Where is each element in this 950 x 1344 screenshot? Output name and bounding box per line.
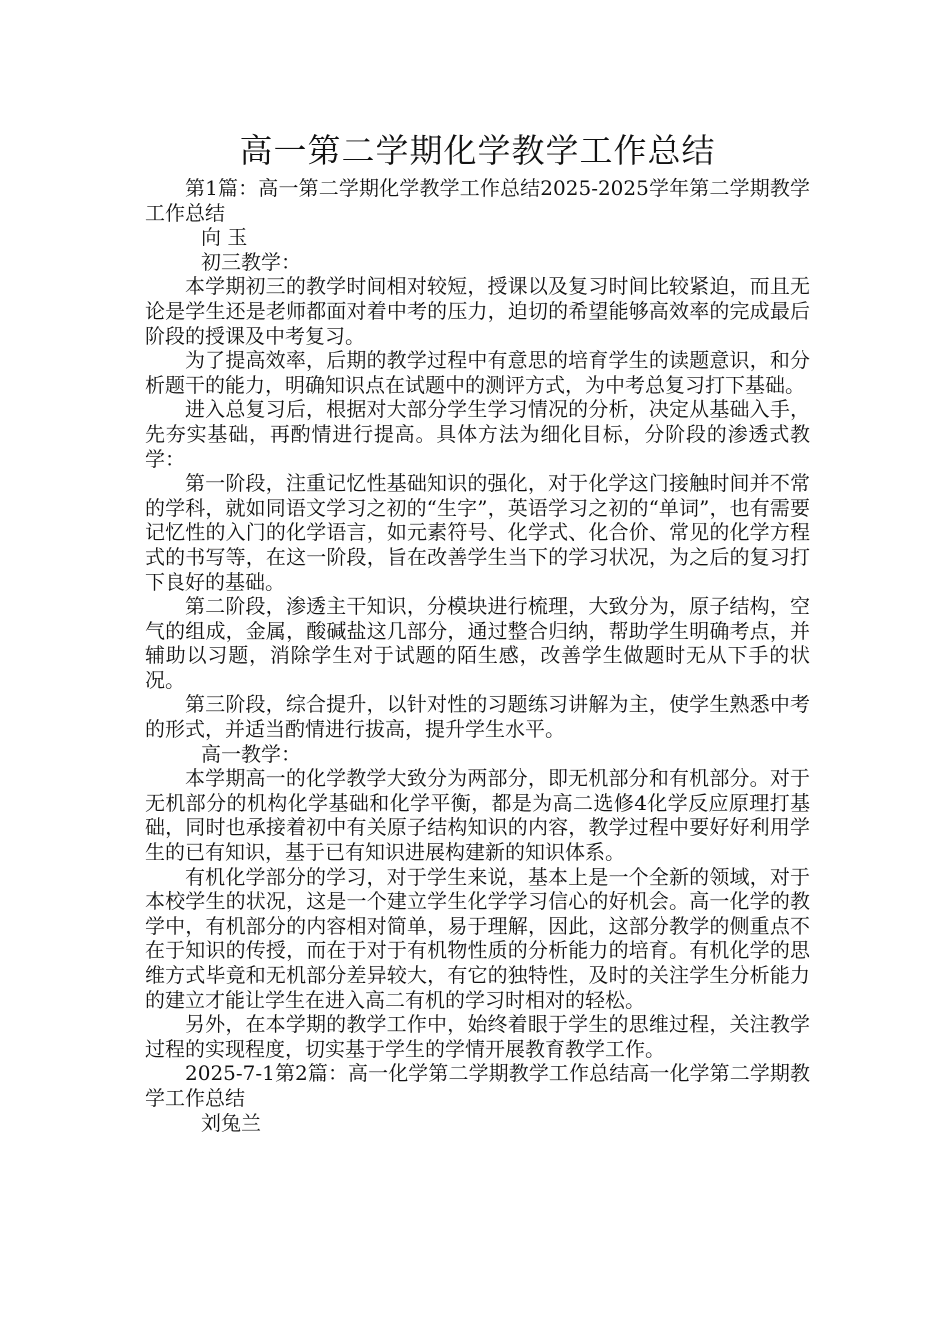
paragraph-part2-heading: 2025-7-1第2篇：高一化学第二学期教学工作总结高一化学第二学期教学工作总结 [145, 1061, 810, 1110]
section-heading-senior: 高一教学： [201, 741, 301, 766]
paragraph: 另外，在本学期的教学工作中，始终着眼于学生的思维过程，关注教学过程的实现程度，切实基于学生的学情开展教育教学工作。 [145, 1012, 810, 1061]
document-title: 高一第二学期化学教学工作总结 [239, 131, 716, 170]
paragraph: 第三阶段，综合提升，以针对性的习题练习讲解为主，使学生熟悉中考的形式，并适当酌情进行拔高，提升学生水平。 [145, 692, 810, 742]
paragraph-part1-heading: 第1篇：高一第二学期化学教学工作总结2025-2025学年第二学期教学工作总结 [145, 176, 810, 225]
author-name: 向 玉 [201, 225, 248, 250]
paragraph: 本学期初三的教学时间相对较短，授课以及复习时间比较紧迫，而且无论是学生还是老师都面对着中考的压力，迫切的希望能够高效率的完成最后阶段的授课及中考复习。 [145, 274, 810, 348]
paragraph: 为了提高效率，后期的教学过程中有意思的培育学生的读题意识，和分析题干的能力，明确知识点在试题中的测评方式，为中考总复习打下基础。 [145, 348, 810, 397]
paragraph: 进入总复习后，根据对大部分学生学习情况的分析，决定从基础入手，先夯实基础，再酌情进行提高。具体方法为细化目标，分阶段的渗透式教学： [145, 397, 810, 471]
paragraph: 第一阶段，注重记忆性基础知识的强化，对于化学这门接触时间并不常的学科，就如同语文学习之初的“生字”，英语学习之初的“单词”，也有需要记忆性的入门的化学语言，如元素符号、化学式、化合价、常见的化学方程式的书写等，在这一阶段，旨在改善学生当下的学习状况，为之后的复习打下良好的基础。 [145, 471, 810, 594]
author-name: 刘兔兰 [201, 1110, 261, 1135]
paragraph: 有机化学部分的学习，对于学生来说，基本上是一个全新的领域，对于本校学生的状况，这是一个建立学生化学学习信心的好机会。高一化学的教学中，有机部分的内容相对简单，易于理解，因此，这部分教学的侧重点不在于知识的传授，而在于对于有机物性质的分析能力的培育。有机化学的思维方式毕竟和无机部分差异较大，有它的独特性，及时的关注学生分析能力的建立才能让学生在进入高二有机的学习时相对的轻松。 [145, 864, 810, 1012]
paragraph: 第二阶段，渗透主干知识，分模块进行梳理，大致分为，原子结构，空气的组成，金属，酸碱盐这几部分，通过整合归纳，帮助学生明确考点，并辅助以习题，消除学生对于试题的陌生感，改善学生做题时无从下手的状况。 [145, 594, 810, 692]
document-page [145, 126, 810, 1135]
section-heading-junior: 初三教学： [201, 249, 301, 274]
paragraph: 本学期高一的化学教学大致分为两部分，即无机部分和有机部分。对于无机部分的机构化学基础和化学平衡，都是为高二选修4化学反应原理打基础，同时也承接着初中有关原子结构知识的内容，教学过程中要好好利用学生的已有知识，基于已有知识进展构建新的知识体系。 [145, 766, 810, 865]
